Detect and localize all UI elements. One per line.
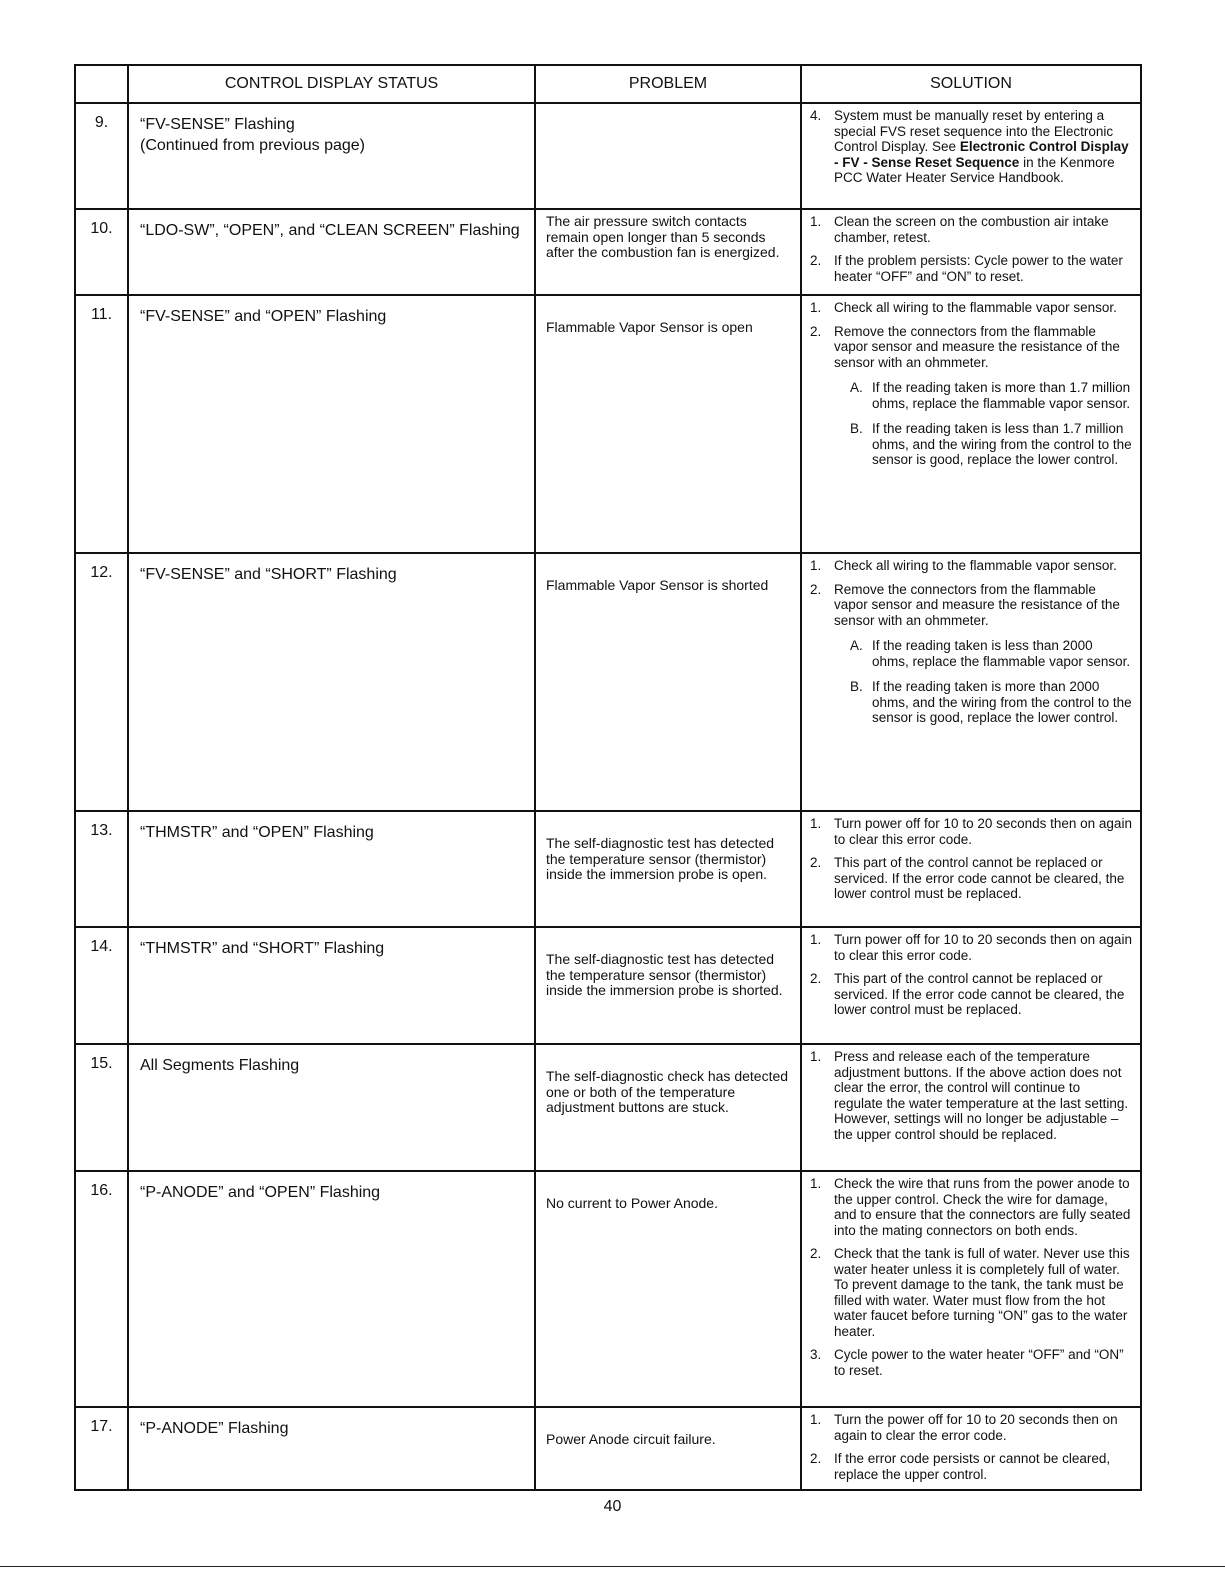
solution-step-text: [834, 214, 1132, 245]
solution-cell: [801, 1044, 1141, 1171]
solution-text-part: Clean the screen on the combustion air intake chamber, retest.: [834, 214, 1109, 245]
solution-step: [810, 214, 1132, 245]
solution-step-number: 1.: [810, 558, 822, 573]
solution-step: [810, 1176, 1132, 1238]
status-text: “FV-SENSE” and “SHORT” Flashing: [140, 566, 397, 583]
solution-step-text: [834, 1246, 1132, 1339]
solution-step-number: 2.: [810, 971, 822, 986]
control-display-status-cell: [128, 295, 535, 553]
table-row: [75, 103, 1141, 209]
header-number: [75, 65, 128, 103]
status-note: (Continued from previous page): [140, 137, 366, 154]
substep-letter: A.: [850, 638, 863, 653]
solution-step-number: 4.: [810, 108, 822, 123]
solution-text-part: Turn the power off for 10 to 20 seconds then on again to clear the error code.: [834, 1412, 1118, 1443]
solution-step-number: 2.: [810, 323, 822, 339]
solution-step-text: [834, 558, 1132, 574]
solution-substep: [850, 380, 1132, 411]
solution-step-number: 1.: [810, 1049, 822, 1064]
solution-text-part: Press and release each of the temperature adjustment buttons. If the above action does not clear the error, the control will continue to regulate the water temperature at the last setting. However, settings will no longer be adjustable – the upper control should be replaced.: [834, 1049, 1129, 1142]
problem-cell: [535, 811, 801, 927]
substep-letter: B.: [850, 421, 863, 436]
row-number: 16.: [75, 1171, 128, 1407]
control-display-status-cell: [128, 1044, 535, 1171]
solution-substep: [850, 421, 1132, 468]
table-row: [75, 209, 1141, 295]
substep-text: If the reading taken is more than 2000 ohms, and the wiring from the control to the sensor is good, replace the lower control.: [872, 679, 1132, 725]
solution-text-part: If the problem persists: Cycle power to the water heater “OFF” and “ON” to reset.: [834, 253, 1123, 284]
solution-step: [810, 108, 1132, 186]
solution-step: [810, 971, 1132, 1018]
substep-letter: A.: [850, 380, 863, 395]
row-number: 11.: [75, 295, 128, 553]
problem-cell: [535, 927, 801, 1044]
problem-text: No current to Power Anode.: [546, 1195, 718, 1211]
status-text: “FV-SENSE” Flashing: [140, 116, 295, 133]
problem-text: The self-diagnostic test has detected the temperature sensor (thermistor) inside the immersion probe is shorted.: [546, 951, 783, 998]
solution-step: [810, 558, 1132, 574]
status-text: “P-ANODE” Flashing: [140, 1420, 289, 1437]
solution-step: [810, 1451, 1132, 1482]
solution-step-number: 2.: [810, 855, 822, 870]
problem-text: Flammable Vapor Sensor is open: [546, 319, 753, 335]
solution-step-number: 1.: [810, 1176, 822, 1191]
solution-cell: [801, 209, 1141, 295]
solution-step-text: [834, 855, 1132, 902]
solution-text-part: Check the wire that runs from the power anode to the upper control. Check the wire for damage, and to ensure that the connectors are fully seated into the mating connectors on both ends.: [834, 1176, 1131, 1238]
row-number: 9.: [75, 103, 128, 209]
solution-substep: [850, 679, 1132, 726]
problem-text: Power Anode circuit failure.: [546, 1431, 716, 1447]
control-display-status-cell: [128, 811, 535, 927]
page-number: 40: [603, 1498, 622, 1515]
solution-text-part: Turn power off for 10 to 20 seconds then on again to clear this error code.: [834, 816, 1132, 847]
table-row: [75, 927, 1141, 1044]
solution-substep: [850, 638, 1132, 669]
problem-text: Flammable Vapor Sensor is shorted: [546, 577, 769, 593]
row-number: 10.: [75, 209, 128, 295]
solution-step-text: [834, 108, 1132, 186]
solution-step-number: 1.: [810, 214, 822, 229]
header-problem: PROBLEM: [535, 65, 801, 103]
status-text: “THMSTR” and “SHORT” Flashing: [140, 940, 385, 957]
status-text: “P-ANODE” and “OPEN” Flashing: [140, 1184, 381, 1201]
solution-step: [810, 1246, 1132, 1339]
control-display-status-cell: [128, 927, 535, 1044]
row-number: 13.: [75, 811, 128, 927]
row-number: 12.: [75, 553, 128, 811]
control-display-status-cell: [128, 1407, 535, 1490]
row-number: 14.: [75, 927, 128, 1044]
status-text: All Segments Flashing: [140, 1057, 300, 1074]
solution-text-part: Turn power off for 10 to 20 seconds then on again to clear this error code.: [834, 932, 1132, 963]
table-row: [75, 553, 1141, 811]
solution-step-text: [834, 1451, 1132, 1482]
solution-step: [810, 932, 1132, 963]
solution-step-number: 3.: [810, 1347, 822, 1362]
problem-text: The self-diagnostic test has detected the temperature sensor (thermistor) inside the immersion probe is open.: [546, 835, 775, 882]
solution-cell: [801, 103, 1141, 209]
solution-step-number: 1.: [810, 300, 822, 315]
solution-text-part: Remove the connectors from the flammable vapor sensor and measure the resistance of the sensor with an ohmmeter.: [834, 581, 1120, 628]
solution-step-text: [834, 253, 1132, 284]
solution-step-number: 2.: [810, 1451, 822, 1466]
control-display-status-cell: [128, 103, 535, 209]
solution-step-text: [834, 971, 1132, 1018]
solution-cell: [801, 295, 1141, 553]
row-number: 17.: [75, 1407, 128, 1490]
problem-cell: [535, 103, 801, 209]
solution-step: [810, 855, 1132, 902]
control-display-status-cell: [128, 1171, 535, 1407]
status-text: “LDO-SW”, “OPEN”, and “CLEAN SCREEN” Flashing: [140, 222, 520, 239]
status-text: “THMSTR” and “OPEN” Flashing: [140, 824, 374, 841]
status-text: “FV-SENSE” and “OPEN” Flashing: [140, 308, 387, 325]
solution-step: [810, 816, 1132, 847]
substep-text: If the reading taken is more than 1.7 million ohms, replace the flammable vapor sensor.: [872, 380, 1131, 411]
table-row: [75, 1407, 1141, 1490]
problem-cell: [535, 295, 801, 553]
solution-step-text: [834, 300, 1132, 316]
solution-step-text: [834, 816, 1132, 847]
problem-cell: [535, 1407, 801, 1490]
solution-text-part: in the Kenmore PCC Water Heater Service Handbook.: [834, 154, 1115, 185]
table-row: [75, 1044, 1141, 1171]
solution-text-part: System must be manually reset by entering a special FVS reset sequence into the Electronic Control Display. See: [834, 108, 1114, 154]
table-header-row: [75, 65, 1141, 103]
substep-letter: B.: [850, 679, 863, 694]
solution-step: [810, 300, 1132, 316]
solution-step-number: 1.: [810, 816, 822, 831]
solution-text-part: This part of the control cannot be replaced or serviced. If the error code cannot be cleared, the lower control must be replaced.: [834, 855, 1125, 901]
solution-step: [810, 1412, 1132, 1443]
table-row: [75, 295, 1141, 553]
solution-text-part: This part of the control cannot be replaced or serviced. If the error code cannot be cleared, the lower control must be replaced.: [834, 971, 1125, 1017]
solution-step-text: [834, 1176, 1132, 1238]
solution-step-number: 2.: [810, 581, 822, 597]
solution-step-number: 1.: [810, 932, 822, 947]
problem-cell: [535, 553, 801, 811]
header-control-display-status: CONTROL DISPLAY STATUS: [128, 65, 535, 103]
problem-cell: [535, 1171, 801, 1407]
solution-text-part: Check all wiring to the flammable vapor sensor.: [834, 558, 1117, 573]
solution-text-part: Check that the tank is full of water. Never use this water heater unless it is completely full of water. To prevent damage to the tank, the tank must be filled with water. Water must flow from the hot water faucet before turning “ON” gas to the water heater.: [834, 1246, 1130, 1339]
solution-step-text: [834, 1412, 1132, 1443]
solution-step: [810, 582, 1132, 732]
solution-cell: [801, 811, 1141, 927]
solution-step: [810, 253, 1132, 284]
solution-text-part: If the error code persists or cannot be cleared, replace the upper control.: [834, 1451, 1111, 1482]
solution-cell: [801, 1407, 1141, 1490]
substep-text: If the reading taken is less than 1.7 million ohms, and the wiring from the control to the sensor is good, replace the lower control.: [872, 421, 1132, 467]
substep-text: If the reading taken is less than 2000 ohms, replace the flammable vapor sensor.: [872, 638, 1131, 669]
problem-text: The self-diagnostic check has detected one or both of the temperature adjustment buttons are stuck.: [546, 1068, 789, 1115]
solution-step-text: [834, 1347, 1132, 1378]
solution-step-number: 2.: [810, 253, 822, 268]
solution-step-text: [834, 582, 1132, 732]
solution-step-number: 1.: [810, 1412, 822, 1427]
solution-text-part: Cycle power to the water heater “OFF” and “ON” to reset.: [834, 1347, 1124, 1378]
solution-step-number: 2.: [810, 1246, 822, 1261]
solution-cell: [801, 927, 1141, 1044]
problem-cell: [535, 209, 801, 295]
solution-step: [810, 1347, 1132, 1378]
header-solution: SOLUTION: [801, 65, 1141, 103]
control-display-status-cell: [128, 209, 535, 295]
solution-step-text: [834, 932, 1132, 963]
troubleshooting-sheet: [74, 64, 1140, 1491]
problem-cell: [535, 1044, 801, 1171]
bottom-rule: [0, 1566, 1225, 1567]
troubleshooting-table: [74, 64, 1142, 1491]
table-row: [75, 1171, 1141, 1407]
solution-step: [810, 1049, 1132, 1142]
solution-reference-bold: Electronic Control Display - FV - Sense Reset Sequence: [834, 139, 1129, 170]
solution-cell: [801, 553, 1141, 811]
solution-text-part: Check all wiring to the flammable vapor sensor.: [834, 300, 1117, 315]
solution-cell: [801, 1171, 1141, 1407]
solution-step: [810, 324, 1132, 474]
solution-step-text: [834, 324, 1132, 474]
table-body: [75, 103, 1141, 1490]
problem-text: The air pressure switch contacts remain open longer than 5 seconds after the combustion fan is energized.: [546, 213, 780, 260]
row-number: 15.: [75, 1044, 128, 1171]
control-display-status-cell: [128, 553, 535, 811]
solution-text-part: Remove the connectors from the flammable vapor sensor and measure the resistance of the sensor with an ohmmeter.: [834, 323, 1120, 370]
solution-step-text: [834, 1049, 1132, 1142]
table-row: [75, 811, 1141, 927]
